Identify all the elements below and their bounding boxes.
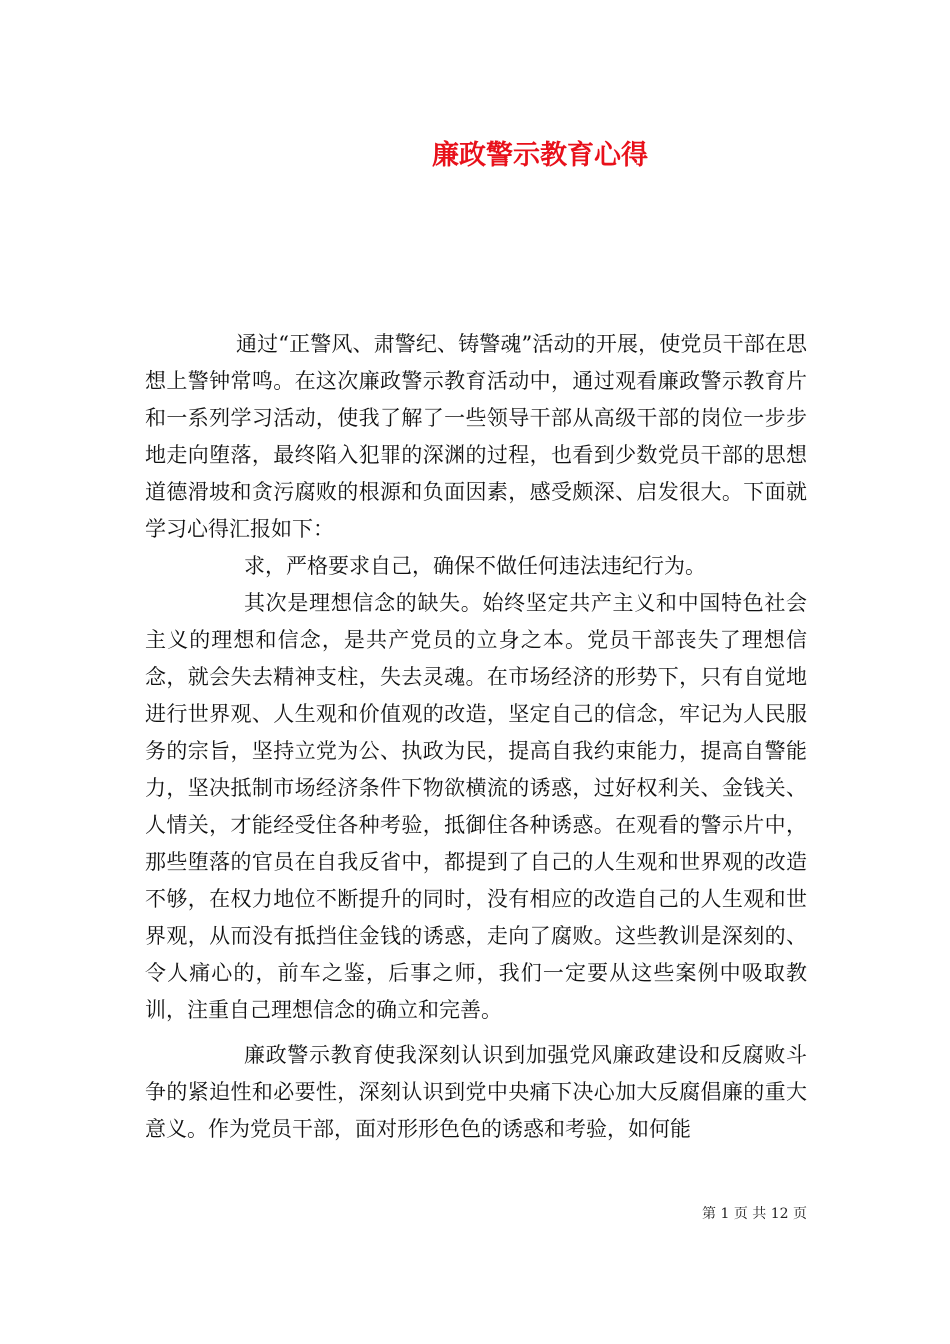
document-body — [145, 326, 807, 1148]
paragraph-education: 廉政警示教育使我深刻认识到加强党风廉政建设和反腐败斗争的紧迫性和必要性，深刻认识到党中央痛下决心加大反腐倡廉的重大意义。作为党员干部，面对形形色色的诱惑和考验，如何能 — [145, 1043, 807, 1141]
paragraph-fragment: 求，严格要求自己，确保不做任何违法违纪行为。 — [244, 554, 706, 578]
paragraph-ideals: 其次是理想信念的缺失。始终坚定共产主义和中国特色社会主义的理想和信念，是共产党员的立身之本。党员干部丧失了理想信念，就会失去精神支柱，失去灵魂。在市场经济的形势下，只有自觉地进行世界观、人生观和价值观的改造，坚定自己的信念，牢记为人民服务的宗旨，坚持立党为公、执政为民，提高自我约束能力，提高自警能力，坚决抵制市场经济条件下物欲横流的诱惑，过好权利关、金钱关、人情关，才能经受住各种考验，抵御住各种诱惑。在观看的警示片中，那些堕落的官员在自我反省中，都提到了自己的人生观和世界观的改造不够，在权力地位不断提升的同时，没有相应的改造自己的人生观和世界观，从而没有抵挡住金钱的诱惑，走向了腐败。这些教训是深刻的、令人痛心的，前车之鉴，后事之师，我们一定要从这些案例中吸取教训，注重自己理想信念的确立和完善。 — [145, 591, 807, 1022]
paragraph-intro: 通过“正警风、肃警纪、铸警魂”活动的开展，使党员干部在思想上警钟常鸣。在这次廉政警示教育活动中，通过观看廉政警示教育片和一系列学习活动，使我了解了一些领导干部从高级干部的岗位一步步地走向堕落，最终陷入犯罪的深渊的过程，也看到少数党员干部的思想道德滑坡和贪污腐败的根源和负面因素，感受颇深、启发很大。下面就学习心得汇报如下： — [145, 332, 807, 541]
page-number: 第 1 页 共 12 页 — [702, 1206, 807, 1222]
page-title: 廉政警示教育心得 — [432, 140, 648, 171]
